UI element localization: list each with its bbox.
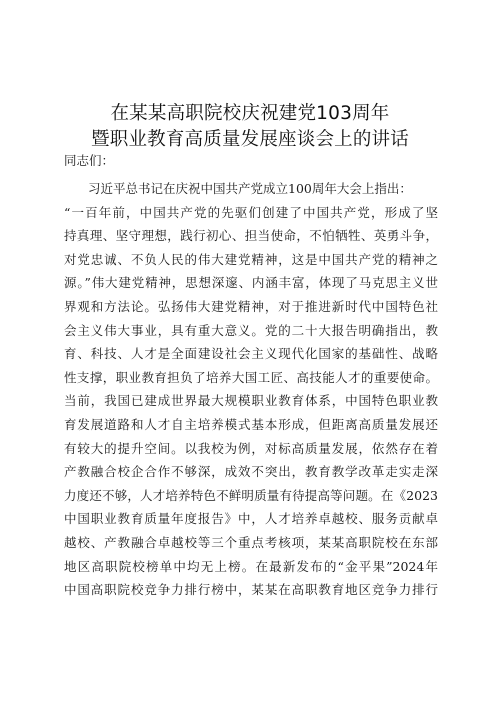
body-line: 越校、产教融合卓越校等三个重点考核项，某某高职院校在东部 — [64, 534, 438, 550]
document-title-line-1: 在某某高职院校庆祝建党103周年 — [110, 103, 390, 124]
body-line: 性支撑，职业教育担负了培养大国工匠、高技能人才的重要使命。 — [64, 369, 438, 385]
body-line: 持真理、坚守理想，践行初心、担当使命，不怕牺牲、英勇斗争， — [64, 228, 438, 244]
body-line: 力度还不够，人才培养特色不鲜明质量有待提高等问题。在《2023 — [64, 487, 438, 503]
body-line: 育、科技、人才是全面建设社会主义现代化国家的基础性、战略 — [64, 346, 438, 362]
body-line: 有较大的提升空间。以我校为例，对标高质量发展，依然存在着 — [64, 440, 438, 456]
document-title-line-2: 暨职业教育高质量发展座谈会上的讲话 — [91, 129, 409, 150]
body-line: 会主义伟大事业，具有重大意义。党的二十大报告明确指出，教 — [64, 322, 438, 338]
body-line: 习近平总书记在庆祝中国共产党成立100周年大会上指出： — [88, 181, 412, 196]
body-line: 育发展道路和人才自主培养模式基本形成，但距离高质量发展还 — [64, 416, 438, 432]
body-line: “一百年前，中国共产党的先驱们创建了中国共产党，形成了坚 — [64, 204, 438, 220]
body-line: 对党忠诚、不负人民的伟大建党精神，这是中国共产党的精神之 — [64, 251, 438, 267]
salutation: 同志们： — [64, 153, 115, 168]
body-line: 界观和方法论。弘扬伟大建党精神，对于推进新时代中国特色社 — [64, 298, 438, 314]
body-line: 地区高职院校榜单中均无上榜。在最新发布的“金平果”2024年 — [64, 558, 438, 574]
body-line: 当前，我国已建成世界最大规模职业教育体系，中国特色职业教 — [64, 393, 438, 409]
speech-body — [64, 177, 438, 602]
body-line: 产教融合校企合作不够深，成效不突出，教育教学改革走实走深 — [64, 464, 438, 480]
body-line: 中国职业教育质量年度报告》中，人才培养卓越校、服务贡献卓 — [64, 511, 438, 527]
body-line: 源。”伟大建党精神，思想深邃、内涵丰富，体现了马克思主义世 — [64, 275, 438, 291]
body-line: 中国高职院校竞争力排行榜中，某某在高职教育地区竞争力排行 — [64, 582, 438, 598]
